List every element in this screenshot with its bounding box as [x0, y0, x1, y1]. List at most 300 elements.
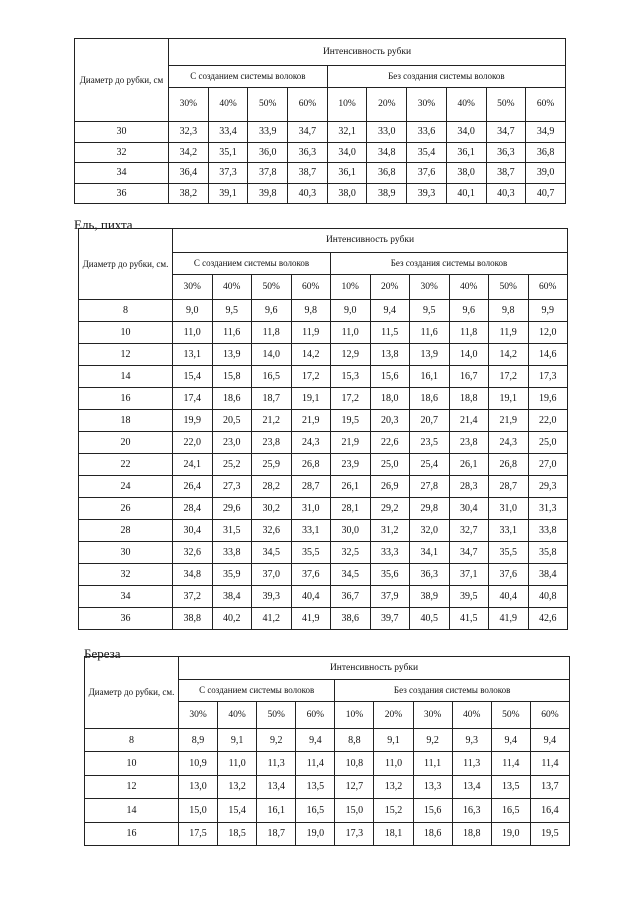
value-cell: 35,8	[528, 542, 568, 564]
value-cell: 32,6	[252, 520, 292, 542]
value-cell: 9,4	[530, 729, 569, 752]
table-row	[79, 608, 568, 630]
value-cell: 27,8	[410, 476, 450, 498]
value-cell: 26,9	[370, 476, 410, 498]
value-cell: 35,6	[370, 564, 410, 586]
value-cell: 32,3	[169, 122, 209, 143]
value-cell: 40,1	[446, 183, 486, 204]
diameter-cell: 18	[79, 410, 173, 432]
value-cell: 38,9	[367, 183, 407, 204]
value-cell: 18,0	[370, 388, 410, 410]
value-cell: 9,8	[489, 300, 529, 322]
value-cell: 20,5	[212, 410, 252, 432]
value-cell: 38,0	[327, 183, 367, 204]
value-cell: 18,8	[449, 388, 489, 410]
value-cell: 15,4	[173, 366, 213, 388]
value-cell: 13,4	[257, 775, 296, 798]
table-row	[75, 142, 566, 163]
value-cell: 26,8	[291, 454, 331, 476]
value-cell: 40,3	[486, 183, 526, 204]
value-cell: 8,8	[335, 729, 374, 752]
table-row	[85, 822, 570, 845]
diameter-cell: 34	[75, 163, 169, 184]
value-cell: 13,7	[530, 775, 569, 798]
table-2	[78, 228, 568, 630]
value-cell: 30,0	[331, 520, 371, 542]
value-cell: 10,9	[179, 752, 218, 775]
diameter-cell: 20	[79, 432, 173, 454]
diameter-cell: 16	[85, 822, 179, 845]
value-cell: 11,0	[218, 752, 257, 775]
value-cell: 11,9	[489, 322, 529, 344]
value-cell: 18,7	[252, 388, 292, 410]
value-cell: 28,1	[331, 498, 371, 520]
table-row	[79, 454, 568, 476]
table-row	[79, 586, 568, 608]
table-3-caption: Береза	[84, 646, 121, 661]
value-cell: 36,4	[169, 163, 209, 184]
value-cell: 34,7	[449, 542, 489, 564]
pct-without-header: 60%	[526, 88, 566, 122]
value-cell: 31,2	[370, 520, 410, 542]
value-cell: 41,9	[489, 608, 529, 630]
value-cell: 11,3	[257, 752, 296, 775]
diameter-cell: 26	[79, 498, 173, 520]
value-cell: 14,0	[449, 344, 489, 366]
value-cell: 39,3	[252, 586, 292, 608]
value-cell: 34,5	[252, 542, 292, 564]
value-cell: 34,7	[486, 122, 526, 143]
table-row	[79, 432, 568, 454]
value-cell: 16,4	[530, 799, 569, 822]
diameter-cell: 14	[85, 799, 179, 822]
table-row	[79, 344, 568, 366]
value-cell: 32,7	[449, 520, 489, 542]
value-cell: 18,6	[410, 388, 450, 410]
value-cell: 11,6	[410, 322, 450, 344]
value-cell: 13,3	[413, 775, 452, 798]
value-cell: 19,5	[331, 410, 371, 432]
diameter-cell: 22	[79, 454, 173, 476]
value-cell: 19,1	[489, 388, 529, 410]
value-cell: 23,8	[449, 432, 489, 454]
value-cell: 17,2	[489, 366, 529, 388]
value-cell: 35,9	[212, 564, 252, 586]
value-cell: 38,2	[169, 183, 209, 204]
value-cell: 17,3	[335, 822, 374, 845]
diameter-cell: 14	[79, 366, 173, 388]
value-cell: 16,1	[410, 366, 450, 388]
value-cell: 28,7	[291, 476, 331, 498]
pct-without-header: 30%	[410, 275, 450, 300]
value-cell: 40,7	[526, 183, 566, 204]
value-cell: 15,6	[370, 366, 410, 388]
value-cell: 11,4	[530, 752, 569, 775]
value-cell: 18,5	[218, 822, 257, 845]
value-cell: 13,9	[410, 344, 450, 366]
value-cell: 39,3	[407, 183, 447, 204]
value-cell: 28,7	[489, 476, 529, 498]
value-cell: 33,3	[370, 542, 410, 564]
value-cell: 36,1	[327, 163, 367, 184]
value-cell: 13,4	[452, 775, 491, 798]
value-cell: 19,0	[491, 822, 530, 845]
table-row	[79, 410, 568, 432]
value-cell: 36,8	[526, 142, 566, 163]
value-cell: 39,5	[449, 586, 489, 608]
value-cell: 9,5	[410, 300, 450, 322]
pct-with-header: 60%	[296, 702, 335, 729]
value-cell: 9,6	[252, 300, 292, 322]
value-cell: 9,1	[374, 729, 413, 752]
value-cell: 26,1	[331, 476, 371, 498]
table-row	[75, 122, 566, 143]
value-cell: 15,8	[212, 366, 252, 388]
value-cell: 36,8	[367, 163, 407, 184]
value-cell: 11,4	[491, 752, 530, 775]
value-cell: 24,3	[489, 432, 529, 454]
value-cell: 18,1	[374, 822, 413, 845]
group-without-skid-trails: Без создания системы волоков	[331, 253, 568, 275]
data-table	[84, 656, 570, 846]
value-cell: 21,4	[449, 410, 489, 432]
value-cell: 37,1	[449, 564, 489, 586]
value-cell: 12,7	[335, 775, 374, 798]
pct-without-header: 20%	[370, 275, 410, 300]
diameter-cell: 34	[79, 586, 173, 608]
value-cell: 15,0	[179, 799, 218, 822]
value-cell: 32,1	[327, 122, 367, 143]
value-cell: 38,6	[331, 608, 371, 630]
data-table	[74, 38, 566, 204]
value-cell: 9,0	[173, 300, 213, 322]
value-cell: 33,4	[208, 122, 248, 143]
value-cell: 29,6	[212, 498, 252, 520]
intensity-header: Интенсивность рубки	[169, 39, 566, 66]
pct-without-header: 40%	[452, 702, 491, 729]
value-cell: 11,8	[252, 322, 292, 344]
table-3	[84, 656, 570, 846]
table-row	[85, 775, 570, 798]
pct-without-header: 10%	[331, 275, 371, 300]
pct-with-header: 60%	[288, 88, 328, 122]
value-cell: 11,1	[413, 752, 452, 775]
value-cell: 33,9	[248, 122, 288, 143]
diameter-cell: 12	[79, 344, 173, 366]
value-cell: 31,3	[528, 498, 568, 520]
value-cell: 13,5	[491, 775, 530, 798]
value-cell: 9,3	[452, 729, 491, 752]
value-cell: 37,6	[489, 564, 529, 586]
pct-with-header: 40%	[218, 702, 257, 729]
value-cell: 36,1	[446, 142, 486, 163]
value-cell: 28,2	[252, 476, 292, 498]
data-table	[78, 228, 568, 630]
pct-without-header: 40%	[446, 88, 486, 122]
value-cell: 34,2	[169, 142, 209, 163]
value-cell: 20,3	[370, 410, 410, 432]
diameter-cell: 32	[75, 142, 169, 163]
value-cell: 23,5	[410, 432, 450, 454]
value-cell: 23,8	[252, 432, 292, 454]
table-row	[79, 476, 568, 498]
table-row	[79, 564, 568, 586]
value-cell: 24,3	[291, 432, 331, 454]
diameter-cell: 8	[85, 729, 179, 752]
value-cell: 13,5	[296, 775, 335, 798]
value-cell: 16,5	[252, 366, 292, 388]
value-cell: 13,2	[374, 775, 413, 798]
value-cell: 36,3	[288, 142, 328, 163]
value-cell: 40,4	[291, 586, 331, 608]
value-cell: 28,4	[173, 498, 213, 520]
value-cell: 39,1	[208, 183, 248, 204]
value-cell: 37,8	[248, 163, 288, 184]
value-cell: 35,5	[489, 542, 529, 564]
diameter-cell: 24	[79, 476, 173, 498]
value-cell: 17,5	[179, 822, 218, 845]
value-cell: 10,8	[335, 752, 374, 775]
value-cell: 22,0	[528, 410, 568, 432]
value-cell: 11,9	[291, 322, 331, 344]
value-cell: 16,5	[296, 799, 335, 822]
value-cell: 34,5	[331, 564, 371, 586]
value-cell: 37,2	[173, 586, 213, 608]
pct-without-header: 30%	[413, 702, 452, 729]
value-cell: 9,2	[413, 729, 452, 752]
value-cell: 30,2	[252, 498, 292, 520]
value-cell: 41,2	[252, 608, 292, 630]
value-cell: 19,0	[296, 822, 335, 845]
value-cell: 15,2	[374, 799, 413, 822]
value-cell: 36,7	[331, 586, 371, 608]
pct-with-header: 30%	[179, 702, 218, 729]
table-row	[79, 520, 568, 542]
table-row	[85, 799, 570, 822]
value-cell: 21,9	[489, 410, 529, 432]
value-cell: 9,4	[491, 729, 530, 752]
value-cell: 14,6	[528, 344, 568, 366]
value-cell: 33,1	[489, 520, 529, 542]
value-cell: 38,0	[446, 163, 486, 184]
value-cell: 21,2	[252, 410, 292, 432]
value-cell: 34,0	[446, 122, 486, 143]
value-cell: 21,9	[331, 432, 371, 454]
pct-without-header: 20%	[367, 88, 407, 122]
value-cell: 31,5	[212, 520, 252, 542]
value-cell: 27,0	[528, 454, 568, 476]
pct-with-header: 50%	[248, 88, 288, 122]
value-cell: 40,2	[212, 608, 252, 630]
value-cell: 11,4	[296, 752, 335, 775]
value-cell: 9,4	[370, 300, 410, 322]
value-cell: 9,4	[296, 729, 335, 752]
value-cell: 42,6	[528, 608, 568, 630]
value-cell: 27,3	[212, 476, 252, 498]
value-cell: 34,0	[327, 142, 367, 163]
value-cell: 32,5	[331, 542, 371, 564]
value-cell: 35,5	[291, 542, 331, 564]
value-cell: 13,8	[370, 344, 410, 366]
value-cell: 38,7	[486, 163, 526, 184]
diameter-header: Диаметр до рубки, см	[75, 39, 169, 122]
value-cell: 17,2	[291, 366, 331, 388]
value-cell: 33,8	[212, 542, 252, 564]
value-cell: 9,5	[212, 300, 252, 322]
value-cell: 9,2	[257, 729, 296, 752]
table-row	[79, 366, 568, 388]
value-cell: 29,3	[528, 476, 568, 498]
value-cell: 32,0	[410, 520, 450, 542]
value-cell: 26,8	[489, 454, 529, 476]
value-cell: 9,1	[218, 729, 257, 752]
value-cell: 25,2	[212, 454, 252, 476]
value-cell: 14,0	[252, 344, 292, 366]
value-cell: 16,7	[449, 366, 489, 388]
value-cell: 14,2	[489, 344, 529, 366]
diameter-cell: 10	[79, 322, 173, 344]
value-cell: 41,5	[449, 608, 489, 630]
value-cell: 22,6	[370, 432, 410, 454]
value-cell: 39,8	[248, 183, 288, 204]
value-cell: 9,9	[528, 300, 568, 322]
value-cell: 37,9	[370, 586, 410, 608]
pct-without-header: 60%	[530, 702, 569, 729]
diameter-cell: 28	[79, 520, 173, 542]
value-cell: 31,0	[489, 498, 529, 520]
value-cell: 34,8	[173, 564, 213, 586]
value-cell: 37,6	[291, 564, 331, 586]
value-cell: 36,3	[410, 564, 450, 586]
pct-without-header: 30%	[407, 88, 447, 122]
table-row	[79, 498, 568, 520]
value-cell: 25,0	[528, 432, 568, 454]
value-cell: 11,0	[173, 322, 213, 344]
value-cell: 16,1	[257, 799, 296, 822]
value-cell: 11,3	[452, 752, 491, 775]
value-cell: 29,8	[410, 498, 450, 520]
table-row	[79, 322, 568, 344]
pct-with-header: 40%	[212, 275, 252, 300]
value-cell: 20,7	[410, 410, 450, 432]
intensity-header: Интенсивность рубки	[179, 657, 570, 680]
value-cell: 39,7	[370, 608, 410, 630]
value-cell: 11,8	[449, 322, 489, 344]
value-cell: 9,0	[331, 300, 371, 322]
pct-with-header: 50%	[257, 702, 296, 729]
value-cell: 30,4	[173, 520, 213, 542]
pct-with-header: 60%	[291, 275, 331, 300]
value-cell: 37,0	[252, 564, 292, 586]
group-without-skid-trails: Без создания системы волоков	[327, 66, 565, 88]
value-cell: 40,8	[528, 586, 568, 608]
value-cell: 38,7	[288, 163, 328, 184]
diameter-cell: 36	[79, 608, 173, 630]
value-cell: 26,1	[449, 454, 489, 476]
value-cell: 34,1	[410, 542, 450, 564]
table-row	[75, 163, 566, 184]
table-2-caption: Ель, пихта	[74, 217, 133, 232]
value-cell: 13,0	[179, 775, 218, 798]
value-cell: 36,3	[486, 142, 526, 163]
value-cell: 8,9	[179, 729, 218, 752]
value-cell: 31,0	[291, 498, 331, 520]
value-cell: 17,2	[331, 388, 371, 410]
pct-without-header: 10%	[327, 88, 367, 122]
value-cell: 34,7	[288, 122, 328, 143]
diameter-cell: 16	[79, 388, 173, 410]
value-cell: 15,4	[218, 799, 257, 822]
value-cell: 19,9	[173, 410, 213, 432]
diameter-header: Диаметр до рубки, см.	[79, 229, 173, 300]
diameter-cell: 32	[79, 564, 173, 586]
value-cell: 23,9	[331, 454, 371, 476]
value-cell: 11,0	[331, 322, 371, 344]
value-cell: 39,0	[526, 163, 566, 184]
value-cell: 13,9	[212, 344, 252, 366]
pct-without-header: 50%	[486, 88, 526, 122]
value-cell: 12,0	[528, 322, 568, 344]
diameter-cell: 10	[85, 752, 179, 775]
value-cell: 34,9	[526, 122, 566, 143]
value-cell: 19,1	[291, 388, 331, 410]
value-cell: 22,0	[173, 432, 213, 454]
value-cell: 24,1	[173, 454, 213, 476]
pct-without-header: 40%	[449, 275, 489, 300]
value-cell: 19,5	[530, 822, 569, 845]
value-cell: 33,1	[291, 520, 331, 542]
pct-without-header: 20%	[374, 702, 413, 729]
table-row	[79, 388, 568, 410]
value-cell: 33,0	[367, 122, 407, 143]
value-cell: 37,3	[208, 163, 248, 184]
diameter-cell: 36	[75, 183, 169, 204]
value-cell: 25,4	[410, 454, 450, 476]
pct-without-header: 50%	[489, 275, 529, 300]
pct-with-header: 30%	[173, 275, 213, 300]
table-row	[79, 300, 568, 322]
value-cell: 33,6	[407, 122, 447, 143]
diameter-cell: 30	[79, 542, 173, 564]
value-cell: 15,0	[335, 799, 374, 822]
value-cell: 32,6	[173, 542, 213, 564]
value-cell: 33,8	[528, 520, 568, 542]
group-without-skid-trails: Без создания системы волоков	[335, 680, 570, 702]
value-cell: 25,9	[252, 454, 292, 476]
value-cell: 40,5	[410, 608, 450, 630]
value-cell: 38,8	[173, 608, 213, 630]
value-cell: 38,4	[212, 586, 252, 608]
value-cell: 16,3	[452, 799, 491, 822]
value-cell: 11,0	[374, 752, 413, 775]
value-cell: 35,4	[407, 142, 447, 163]
value-cell: 34,8	[367, 142, 407, 163]
value-cell: 11,5	[370, 322, 410, 344]
value-cell: 16,5	[491, 799, 530, 822]
value-cell: 37,6	[407, 163, 447, 184]
value-cell: 21,9	[291, 410, 331, 432]
value-cell: 17,4	[173, 388, 213, 410]
value-cell: 15,3	[331, 366, 371, 388]
pct-without-header: 10%	[335, 702, 374, 729]
value-cell: 28,3	[449, 476, 489, 498]
pct-with-header: 30%	[169, 88, 209, 122]
value-cell: 41,9	[291, 608, 331, 630]
diameter-cell: 8	[79, 300, 173, 322]
table-1	[74, 38, 566, 204]
value-cell: 13,1	[173, 344, 213, 366]
table-row	[75, 183, 566, 204]
